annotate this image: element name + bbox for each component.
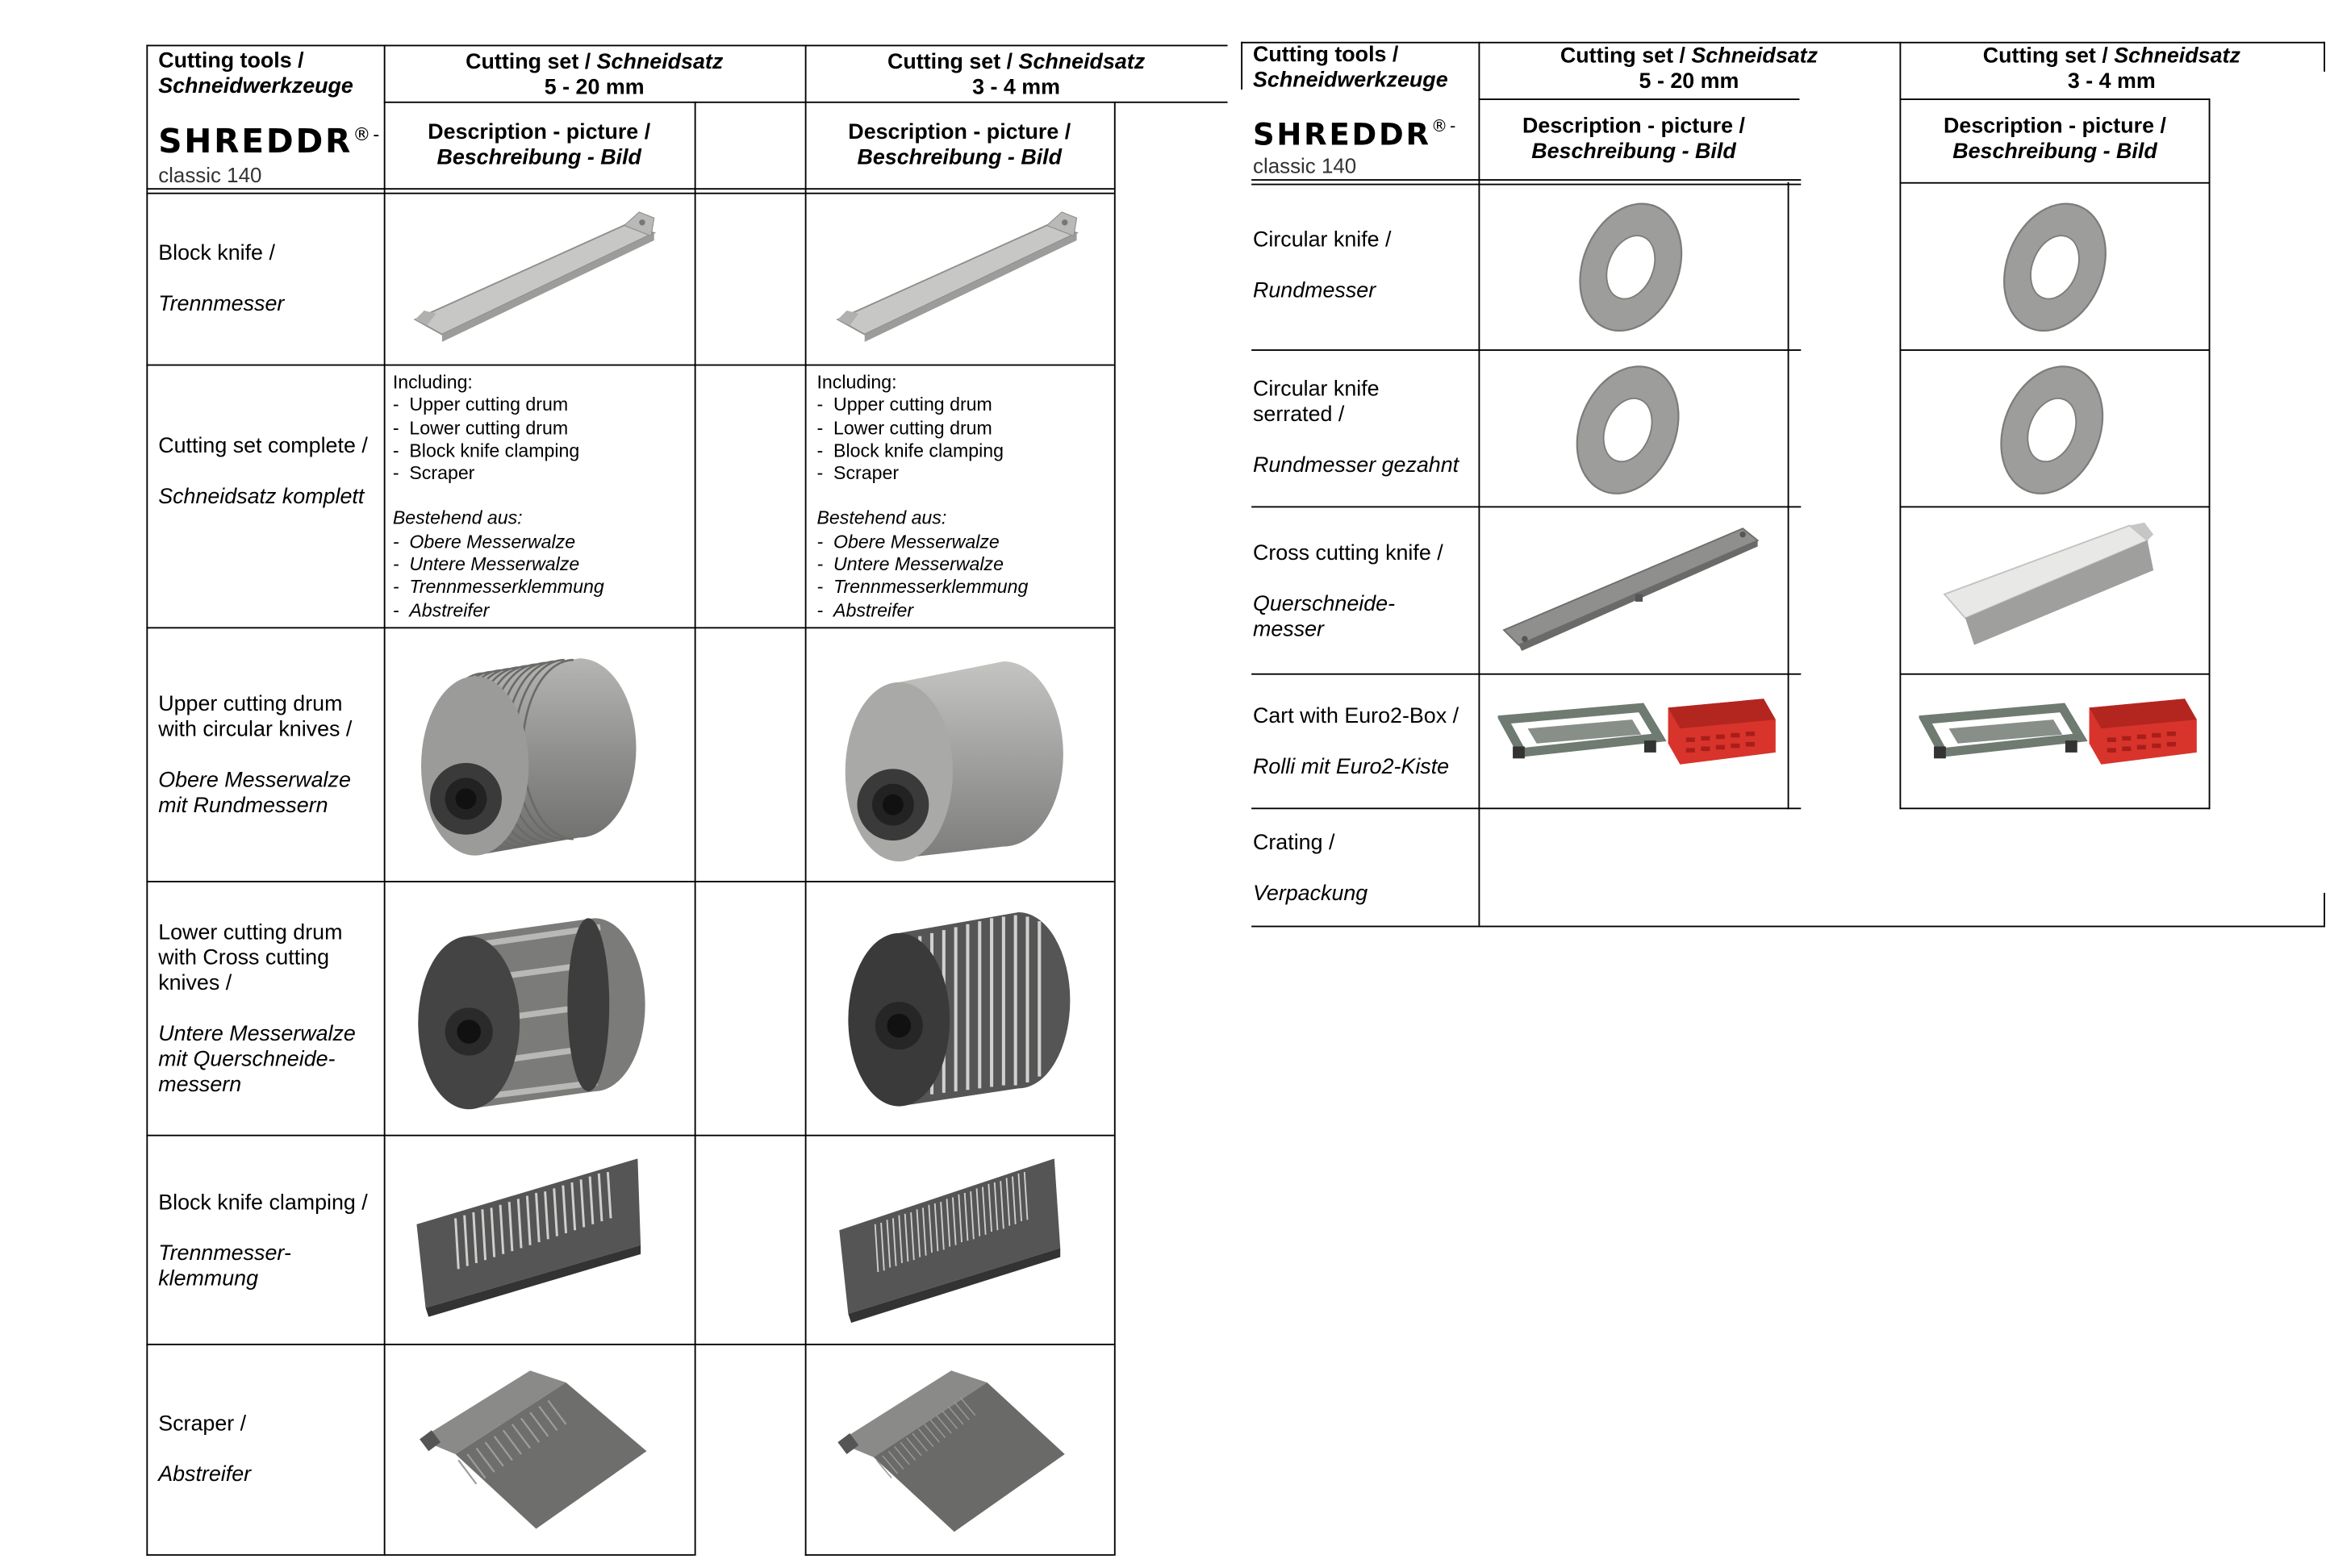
label-en: Block knife / xyxy=(158,241,275,266)
label-en: Upper cutting drum with circular knives / xyxy=(158,692,353,742)
header-set-b-right xyxy=(1899,45,2324,96)
bestehend-title: Bestehend aus: xyxy=(816,508,947,530)
row-label-cart xyxy=(1253,705,1474,781)
label-de: Rolli mit Euro2-Kiste xyxy=(1252,755,1450,780)
bestehend-title: Bestehend aus: xyxy=(392,508,523,530)
header-desc-de: Beschreibung - Bild xyxy=(857,146,1063,171)
including-item: Block knife clamping xyxy=(833,440,1004,461)
logo-reg: ®- xyxy=(1430,116,1459,136)
header-tools-en: Cutting tools / xyxy=(1252,43,1399,68)
header-set-en: Cutting set / xyxy=(466,50,597,75)
header-size-b: 3 - 4 mm xyxy=(2067,69,2156,94)
header-tools-de: Schneidwerkzeuge xyxy=(1252,69,1448,93)
bestehend-item: Trennmesserklemmung xyxy=(409,577,604,598)
header-set-a-right xyxy=(1478,45,1899,96)
circular-serrated-image-b xyxy=(1992,361,2111,498)
logo-right xyxy=(1253,116,1458,152)
including-title: Including: xyxy=(816,371,897,393)
header-desc-de: Beschreibung - Bild xyxy=(1531,140,1736,165)
bestehend-item: Abstreifer xyxy=(833,599,914,621)
logo-subtitle: classic 140 xyxy=(158,162,262,187)
bestehend-item: Trennmesserklemmung xyxy=(833,577,1029,598)
label-de: Trennmesser-klemmung xyxy=(158,1242,291,1292)
header-set-en: Cutting set / xyxy=(1560,44,1692,69)
header-desc-a xyxy=(384,121,695,172)
scraper-image-b xyxy=(829,1362,1075,1541)
including-title: Including: xyxy=(392,371,473,393)
cross-knife-image-a xyxy=(1498,519,1767,657)
upper-drum-image-b xyxy=(839,649,1078,874)
including-item: Lower cutting drum xyxy=(409,417,569,439)
lower-drum-image-a xyxy=(415,903,662,1128)
bestehend-item: Obere Messerwalze xyxy=(409,531,576,553)
header-tools xyxy=(158,49,353,100)
label-de: Abstreifer xyxy=(158,1462,252,1487)
bestehend-item: Obere Messerwalze xyxy=(833,531,1000,553)
including-list-b: Including: - Upper cutting drum - Lower cutting drum - Block knife clamping - Scraper Bestehend aus: - Obere Messerwalze - Untere Messerwalze - Trennmesserklemmung - Abstreifer xyxy=(816,371,1029,621)
label-en: Cross cutting knife / xyxy=(1252,541,1443,566)
circular-knife-image-b xyxy=(1995,198,2115,336)
bestehend-item: Untere Messerwalze xyxy=(409,553,580,575)
label-de: Rundmesser xyxy=(1252,279,1376,303)
including-list-a: Including: - Upper cutting drum - Lower cutting drum - Block knife clamping - Scraper Bestehend aus: - Obere Messerwalze - Untere Messerwalze - Trennmesserklemmung - Abstreifer xyxy=(392,371,604,621)
header-desc-en: Description - picture / xyxy=(1522,115,1745,140)
circular-knife-image-a xyxy=(1571,198,1690,336)
header-desc-b xyxy=(805,121,1114,172)
scraper-image-a xyxy=(411,1362,657,1541)
header-desc-en: Description - picture / xyxy=(1944,115,2166,140)
including-item: Block knife clamping xyxy=(409,440,580,461)
header-set-de: Schneidsatz xyxy=(596,50,724,75)
including-item: Scraper xyxy=(833,463,900,485)
header-size-a: 5 - 20 mm xyxy=(544,76,645,101)
block-knife-image-a xyxy=(403,203,672,352)
label-en: Circular knife / xyxy=(1252,228,1392,252)
header-desc-en: Description - picture / xyxy=(428,120,651,145)
cross-knife-image-b xyxy=(1935,516,2174,651)
header-set-b xyxy=(805,51,1228,102)
header-desc-a-right xyxy=(1478,115,1789,166)
header-desc-b-right xyxy=(1899,115,2210,166)
row-label-clamping xyxy=(158,1191,379,1293)
label-de: Verpackung xyxy=(1252,882,1368,907)
label-de: Trennmesser xyxy=(158,292,285,317)
header-desc-de: Beschreibung - Bild xyxy=(436,146,641,171)
block-knife-image-b xyxy=(826,203,1095,352)
label-de: Rundmesser gezahnt xyxy=(1252,453,1459,478)
label-en: Lower cutting drum with Cross cutting knives / xyxy=(158,921,343,996)
clamping-image-b xyxy=(833,1153,1072,1324)
header-tools-en: Cutting tools / xyxy=(158,49,304,73)
circular-serrated-image-a xyxy=(1568,361,1688,498)
row-label-lower-drum xyxy=(158,921,361,1099)
label-en: Block knife clamping / xyxy=(158,1191,368,1216)
header-desc-de: Beschreibung - Bild xyxy=(1952,140,2157,165)
logo-subtitle: classic 140 xyxy=(1252,153,1357,178)
header-set-de: Schneidsatz xyxy=(2114,44,2240,69)
clamping-image-a xyxy=(411,1153,649,1324)
header-set-de: Schneidsatz xyxy=(1691,44,1818,69)
label-de: Schneidsatz komplett xyxy=(158,485,365,510)
header-set-en: Cutting set / xyxy=(887,50,1019,75)
row-label-block-knife xyxy=(158,242,379,318)
row-label-cross-knife xyxy=(1253,542,1474,644)
including-item: Upper cutting drum xyxy=(833,394,992,416)
header-set-a xyxy=(384,51,805,102)
logo-text: SHREDDR xyxy=(1252,116,1431,152)
lower-drum-image-b xyxy=(839,903,1085,1128)
logo xyxy=(158,124,382,161)
label-en: Cart with Euro2-Box / xyxy=(1252,704,1459,729)
upper-drum-image-a xyxy=(415,649,654,874)
row-label-circular-knife xyxy=(1253,228,1474,304)
header-set-de: Schneidsatz xyxy=(1018,50,1146,75)
header-size-a: 5 - 20 mm xyxy=(1639,69,1739,94)
logo-reg: ®- xyxy=(353,123,382,145)
including-item: Scraper xyxy=(409,463,475,485)
label-de: Untere Messerwalze mit Querschneide-messern xyxy=(158,1022,356,1098)
including-item: Lower cutting drum xyxy=(833,417,992,439)
label-en: Circular knife serrated / xyxy=(1252,377,1380,427)
header-tools-right xyxy=(1253,44,1448,94)
label-en: Cutting set complete / xyxy=(158,434,368,459)
cart-image-a xyxy=(1498,686,1782,791)
label-en: Scraper / xyxy=(158,1412,247,1437)
row-label-scraper xyxy=(158,1412,379,1488)
header-size-b: 3 - 4 mm xyxy=(972,76,1061,101)
row-label-crating xyxy=(1253,832,1474,907)
logo-text: SHREDDR xyxy=(158,123,353,161)
bestehend-item: Untere Messerwalze xyxy=(833,553,1004,575)
including-item: Upper cutting drum xyxy=(409,394,569,416)
label-de: Querschneide-messer xyxy=(1252,592,1396,642)
label-en: Crating / xyxy=(1252,832,1335,856)
cart-image-b xyxy=(1919,686,2203,791)
header-tools-de: Schneidwerkzeuge xyxy=(158,74,353,99)
row-label-circular-serrated xyxy=(1253,377,1474,479)
label-de: Obere Messerwalze mit Rundmessern xyxy=(158,769,351,819)
header-desc-en: Description - picture / xyxy=(848,120,1071,145)
header-set-en: Cutting set / xyxy=(1982,44,2115,69)
row-label-upper-drum xyxy=(158,693,367,819)
row-label-cutting-set xyxy=(158,435,382,511)
bestehend-item: Abstreifer xyxy=(409,599,490,621)
